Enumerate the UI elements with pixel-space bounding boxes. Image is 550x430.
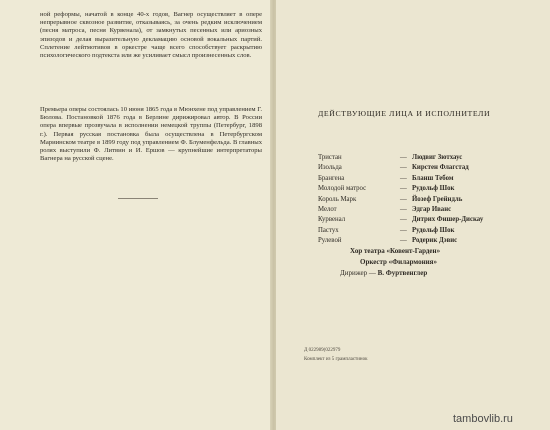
- cast-performer: Бланш Тебом: [412, 174, 454, 182]
- cast-heading: ДЕЙСТВУЮЩИЕ ЛИЦА И ИСПОЛНИТЕЛИ: [318, 109, 491, 118]
- cast-dash: —: [400, 216, 407, 224]
- cast-role: Молодой матрос: [318, 185, 367, 193]
- left-paragraph-2: Премьера оперы состоялась 10 июня 1865 года в Мюнхене под управлением Г. Бюлова. Постановкой 1876 года в Берлине дирижировал автор. В России опера впервые прозвучала в исполнении немецкой труппы (Петербург, 1898 г.). Первая русская постановка была осуществлена в Петербургском Мариинском театре в 1899 году под управлением Ф. Блуменфельда. В главных ролях выступили Ф. Литвин и И. Ершов — крупнейшие интерпретаторы Вагнера на русской сцене.: [40, 106, 262, 163]
- cast-role: Брангена: [318, 174, 345, 182]
- cast-role: Изольда: [318, 164, 342, 172]
- cast-performer: Рудольф Шок: [412, 226, 455, 234]
- cast-dash: —: [400, 185, 407, 193]
- choir-label: Хор театра «Ковент-Гарден»: [350, 247, 441, 255]
- choir-credit: [350, 247, 440, 255]
- cast-dash: —: [400, 164, 407, 172]
- cast-performer: Йозеф Грейндль: [412, 195, 463, 203]
- cast-row: [318, 206, 528, 216]
- conductor-label: Дирижер —: [340, 269, 376, 277]
- cast-role: Пастух: [318, 226, 339, 234]
- cast-dash: —: [400, 226, 407, 234]
- cast-role: Курвенал: [318, 216, 346, 224]
- cast-performer: Родерик Дэвис: [412, 237, 458, 245]
- cast-performer: Эдгар Иванс: [412, 205, 452, 213]
- catalog-code: Д 022989(022979: [304, 348, 341, 353]
- conductor-name: В. Фуртвенглер: [377, 269, 428, 277]
- kit-note: Комплект из 5 грампластинок: [304, 357, 368, 362]
- cast-row: [318, 196, 528, 206]
- orchestra-credit: [360, 258, 437, 266]
- left-page: [0, 0, 272, 430]
- section-divider: [118, 198, 158, 199]
- cast-row: [318, 154, 528, 164]
- cast-role: Король Марк: [318, 195, 357, 203]
- cast-row: [318, 237, 528, 247]
- cast-performer: Рудольф Шок: [412, 185, 455, 193]
- cast-dash: —: [400, 174, 407, 182]
- cast-row: [318, 164, 528, 174]
- cast-role: Рулевой: [318, 237, 342, 245]
- cast-performer: Кирстен Флагстад: [412, 164, 469, 172]
- cast-role: Мелот: [318, 205, 337, 213]
- cast-dash: —: [400, 154, 407, 161]
- cast-dash: —: [400, 195, 407, 203]
- conductor-credit: [340, 269, 427, 277]
- cast-dash: —: [400, 205, 407, 213]
- cast-performer: Дитрих Фишер-Дискау: [412, 216, 484, 224]
- cast-dash: —: [400, 237, 407, 245]
- cast-list: [318, 154, 528, 248]
- orchestra-label: Оркестр «Филармония»: [360, 258, 437, 266]
- cast-performer: Людвиг Зютхаус: [412, 154, 463, 161]
- cast-row: [318, 227, 528, 237]
- cast-role: Тристан: [318, 154, 342, 161]
- cast-row: [318, 216, 528, 226]
- site-watermark: tambovlib.ru: [453, 413, 513, 425]
- cast-row: [318, 185, 528, 195]
- cast-row: [318, 175, 528, 185]
- left-paragraph-1: ной реформы, начатой в конце 40-х годов, Вагнер осуществляет в опере непрерывное сквозное развитие, отказываясь, за очень редким исключением (песня матроса, песня Курвенала), от замкнутых песенных или ариозных эпизодов и делая выразительную декламацию основой вокальных партий. Сплетение лейтмотивов в оркестре чаще всего способствует раскрытию психологического подтекста или же усиливает смысл произнесенных слов.: [40, 11, 262, 60]
